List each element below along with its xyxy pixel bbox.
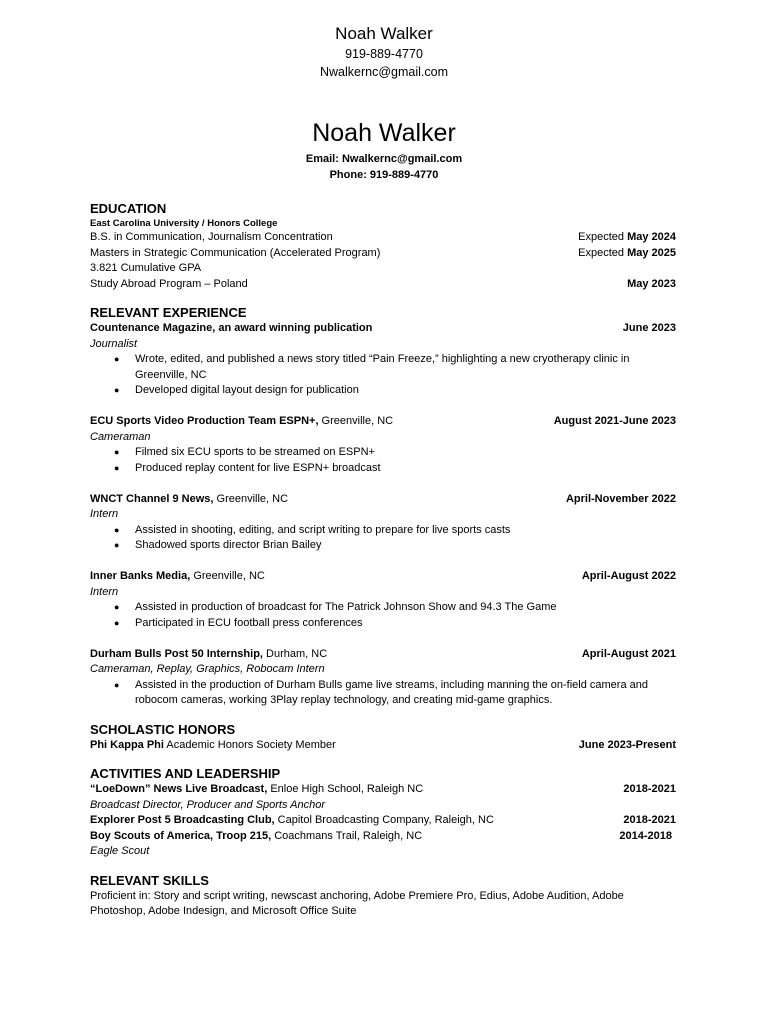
education-school: East Carolina University / Honors College	[90, 218, 278, 229]
job-date: April-November 2022	[565, 492, 676, 505]
activity-role: Broadcast Director, Producer and Sports Anchor	[90, 798, 325, 811]
job-org: Inner Banks Media,	[90, 570, 191, 582]
honors-desc: Academic Honors Society Member	[163, 738, 336, 751]
activity-desc: Coachmans Trail, Raleigh, NC	[271, 829, 423, 842]
bullet-item: ● Assisted in shooting, editing, and script writing to prepare for live sports casts	[114, 523, 511, 536]
job-role: Intern	[90, 508, 119, 520]
resume-name: Noah Walker	[312, 119, 456, 147]
cover-email: Nwalkernc@gmail.com	[320, 65, 448, 79]
bullet-item: ● Filmed six ECU sports to be streamed on ESPN+	[114, 446, 375, 458]
job-date: August 2021-June 2023	[553, 415, 676, 427]
activity-row	[90, 782, 676, 798]
job-location: Greenville, NC	[318, 415, 394, 427]
activity-desc: Capitol Broadcasting Company, Raleigh, NC	[274, 814, 494, 826]
job-bullets	[90, 352, 676, 399]
section-title-honors: SCHOLASTIC HONORS	[90, 721, 236, 737]
education-row: Masters in Strategic Communication (Accelerated Program) Expected May 2025	[90, 246, 676, 259]
job-entry	[90, 647, 676, 709]
job-date: April-August 2021	[581, 647, 676, 660]
education-row: 3.821 Cumulative GPA	[90, 262, 202, 274]
cover-phone: 919-889-4770	[345, 47, 423, 61]
job-org: WNCT Channel 9 News,	[90, 492, 214, 505]
job-entry	[90, 569, 676, 631]
job-bullets	[90, 445, 676, 476]
job-bullets	[90, 600, 676, 631]
job-org: Durham Bulls Post 50 Internship,	[90, 647, 263, 660]
job-role: Intern	[90, 585, 119, 598]
activity-date: 2014-2018	[619, 829, 672, 842]
job-role: Cameraman, Replay, Graphics, Robocam Intern	[90, 663, 325, 675]
activity-org: “LoeDown” News Live Broadcast,	[90, 783, 268, 795]
honors-row	[90, 738, 676, 754]
job-location: Greenville, NC	[190, 570, 265, 582]
job-location: Durham, NC	[262, 647, 328, 660]
activity-org: Boy Scouts of America, Troop 215,	[90, 829, 272, 842]
bullet-item: ● Produced replay content for live ESPN+ broadcast	[114, 461, 381, 474]
resume-phone: Phone: 919-889-4770	[329, 169, 439, 181]
job-org: Countenance Magazine, an award winning publication	[90, 322, 373, 334]
resume-body	[90, 201, 676, 920]
job-role: Cameraman	[90, 430, 151, 443]
section-title-activities: ACTIVITIES AND LEADERSHIP	[90, 766, 281, 781]
job-date: June 2023	[622, 322, 676, 334]
job-date: April-August 2022	[581, 570, 676, 582]
job-entry	[90, 321, 676, 399]
cover-name: Noah Walker	[335, 24, 433, 43]
activity-date: 2018-2021	[623, 783, 676, 795]
bullet-item: ● Assisted in production of broadcast for The Patrick Johnson Show and 94.3 The Game	[114, 601, 557, 613]
bullet-item: ● Assisted in the production of Durham Bulls game live streams, including manning the on-field camera and robocom cameras, working 3Play replay technology, and creating mid-game graphics.	[114, 678, 648, 706]
resume-email: Email: Nwalkernc@gmail.com	[305, 153, 463, 165]
job-org: ECU Sports Video Production Team ESPN+,	[90, 415, 319, 427]
job-location: Greenville, NC	[213, 492, 289, 505]
job-bullets	[90, 678, 676, 709]
activity-row	[90, 829, 676, 845]
education-row: B.S. in Communication, Journalism Concentration Expected May 2024	[90, 231, 676, 243]
job-entry	[90, 492, 676, 554]
honors-date: June 2023-Present	[578, 738, 676, 751]
skills-text: Proficient in: Story and script writing, newscast anchoring, Adobe Premiere Pro, Edius, Adobe Audition, Adobe Photoshop, Adobe Indesign, and Microsoft Office Suite	[90, 889, 624, 917]
bullet-item: ● Shadowed sports director Brian Bailey	[114, 539, 322, 551]
activity-org: Explorer Post 5 Broadcasting Club,	[90, 814, 275, 826]
bullet-item: ● Developed digital layout design for publication	[114, 384, 359, 396]
job-role: Journalist	[90, 337, 138, 350]
job-entry	[90, 414, 676, 476]
honors-org: Phi Kappa Phi	[90, 738, 164, 751]
bullet-item: ● Wrote, edited, and published a news story titled “Pain Freeze,” highlighting a new cryotherapy clinic in Greenville, NC	[114, 353, 630, 381]
job-bullets	[90, 523, 676, 554]
activity-date: 2018-2021	[623, 814, 676, 826]
section-title-skills: RELEVANT SKILLS	[90, 872, 209, 888]
activity-desc: Enloe High School, Raleigh NC	[267, 783, 424, 795]
section-title-education: EDUCATION	[90, 201, 167, 216]
activity-role: Eagle Scout	[90, 845, 150, 857]
education-row: Study Abroad Program – Poland May 2023	[90, 277, 676, 290]
section-title-experience: RELEVANT EXPERIENCE	[90, 305, 247, 320]
bullet-item: ● Participated in ECU football press conferences	[114, 616, 363, 629]
activity-row	[90, 813, 676, 829]
